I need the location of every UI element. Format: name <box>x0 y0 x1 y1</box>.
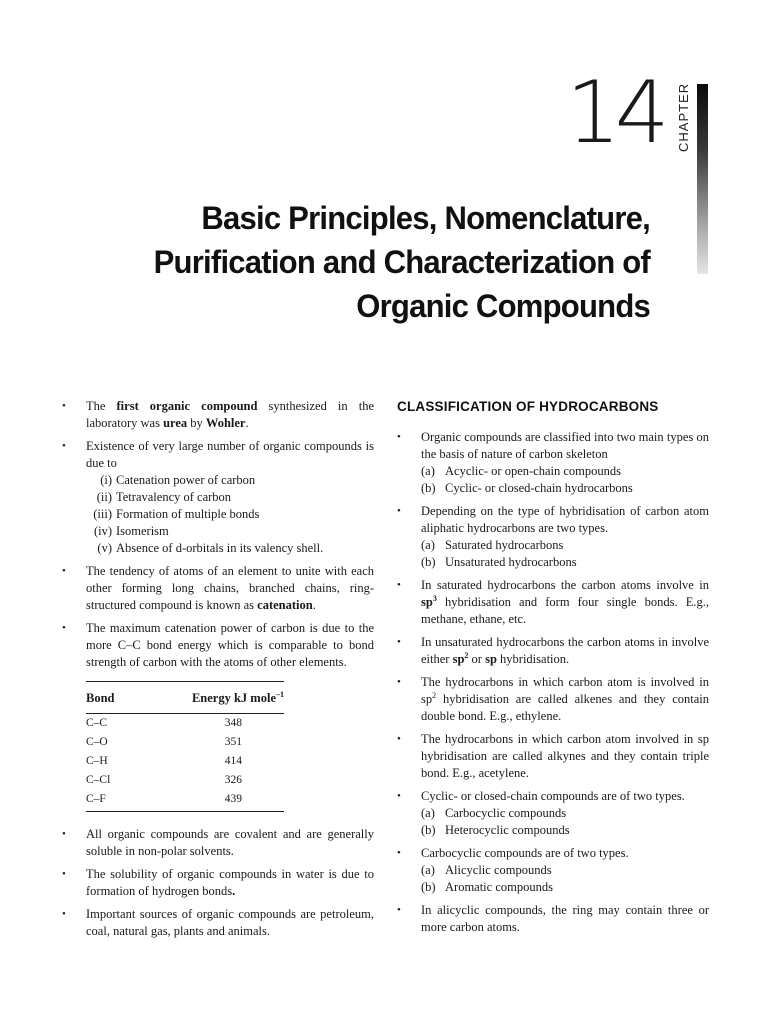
bold-text: catenation <box>257 598 313 612</box>
energy-cell: 351 <box>224 736 242 748</box>
text: . <box>312 598 316 612</box>
sublist-item <box>86 540 374 557</box>
bullet-carbocyclic-types <box>395 845 709 896</box>
column-header-bond: Bond <box>86 682 133 714</box>
energy-cell: 326 <box>224 774 242 786</box>
text: Important sources of organic compounds are petroleum, coal, natural gas, plants and animals. <box>86 907 374 938</box>
table-row <box>86 733 284 752</box>
sublist-item <box>421 805 709 822</box>
chapter-title <box>107 196 650 328</box>
bond-energy-table <box>86 681 284 812</box>
table-row <box>86 771 284 790</box>
classification-sublist <box>421 463 709 497</box>
text: hybridisation. <box>496 652 570 666</box>
superscript: –1 <box>276 689 284 699</box>
carbocyclic-sublist <box>421 862 709 896</box>
text: Cyclic- or closed-chain compounds are of two types. <box>421 789 685 803</box>
item-letter: (b) <box>421 555 436 569</box>
text: hybridisation and form four single bonds. E.g., methane, ethane, etc. <box>421 595 709 626</box>
text: The hydrocarbons in which carbon atom involved in sp hybridisation are called alkynes and they contain triple bond. E.g., acetylene. <box>421 732 709 780</box>
item-text: Alicyclic compounds <box>445 863 552 877</box>
left-bullet-list-2 <box>60 826 374 940</box>
text: All organic compounds are covalent and are generally soluble in non-polar solvents. <box>86 827 374 858</box>
energy-cell: 439 <box>133 790 284 812</box>
text: . <box>245 416 249 430</box>
bullet-alicyclic <box>395 902 709 936</box>
bullet-existence-reasons <box>60 438 374 557</box>
item-letter: (b) <box>421 481 436 495</box>
bullet-classification <box>395 429 709 497</box>
item-text: Cyclic- or closed-chain hydrocarbons <box>445 481 633 495</box>
chapter-number: 14 <box>566 63 664 163</box>
text: Carbocyclic compounds are of two types. <box>421 846 629 860</box>
bullet-sources <box>60 906 374 940</box>
bond-cell: C–H <box>86 755 108 767</box>
text: The tendency of atoms of an element to unite with each other forming long chains, branched chains, ring-structured compound is known as <box>86 564 374 612</box>
bullet-catenation <box>60 563 374 614</box>
sublist-item <box>421 537 709 554</box>
header-text: Energy kJ mole <box>191 691 276 705</box>
section-heading: CLASSIFICATION OF HYDROCARBONS <box>397 399 659 414</box>
right-column <box>395 398 709 942</box>
text: The hydrocarbons in which carbon atom is involved in sp <box>421 675 709 706</box>
superscript: 2 <box>432 690 437 700</box>
bullet-first-organic-compound <box>60 398 374 432</box>
table-row <box>86 790 284 812</box>
bold-text: Wohler <box>205 416 246 430</box>
column-header-energy <box>133 682 284 714</box>
bold-text: . <box>232 884 236 898</box>
sublist-item <box>86 472 374 489</box>
bold-text: sp <box>452 652 465 666</box>
item-text: Saturated hydrocarbons <box>445 538 564 552</box>
text: The <box>86 399 117 413</box>
item-number: (iii) <box>93 507 112 521</box>
table-row <box>86 714 284 734</box>
item-letter: (a) <box>421 863 435 877</box>
text: In saturated hydrocarbons the carbon atoms involve in <box>421 578 709 592</box>
bullet-alkenes <box>395 674 709 725</box>
chapter-label: CHAPTER <box>676 82 691 152</box>
left-bullet-list <box>60 398 374 671</box>
item-text: Aromatic compounds <box>445 880 553 894</box>
energy-cell: 414 <box>224 755 242 767</box>
item-text: Formation of multiple bonds <box>116 507 260 521</box>
bold-text: first organic compound <box>116 399 258 413</box>
item-text: Tetravalency of carbon <box>116 490 232 504</box>
bullet-catenation-power <box>60 620 374 671</box>
item-number: (ii) <box>96 490 112 504</box>
bond-cell: C–O <box>86 736 108 748</box>
item-letter: (a) <box>421 806 435 820</box>
item-letter: (a) <box>421 464 435 478</box>
item-text: Absence of d-orbitals in its valency shell. <box>116 541 324 555</box>
item-letter: (a) <box>421 538 435 552</box>
superscript: 2 <box>464 650 469 660</box>
sublist-item <box>421 822 709 839</box>
sublist-item <box>421 879 709 896</box>
table-header-row <box>86 682 284 714</box>
sublist-item <box>86 523 374 540</box>
hybridisation-sublist <box>421 537 709 571</box>
text: Organic compounds are classified into two main types on the basis of nature of carbon skeleton <box>421 430 709 461</box>
bold-text: urea <box>163 416 188 430</box>
reasons-sublist <box>86 472 374 557</box>
title-line-3: Organic Compounds <box>356 288 650 324</box>
bullet-solubility <box>60 866 374 900</box>
bullet-covalent <box>60 826 374 860</box>
text: hybridisation are called alkenes and they contain double bond. E.g., ethylene. <box>421 692 709 723</box>
item-text: Heterocyclic compounds <box>445 823 570 837</box>
item-text: Carbocyclic compounds <box>445 806 567 820</box>
item-text: Acyclic- or open-chain compounds <box>445 464 621 478</box>
text: Depending on the type of hybridisation of carbon atom aliphatic hydrocarbons are two types. <box>421 504 709 535</box>
text: synthesized in the laboratory was <box>86 399 374 430</box>
item-letter: (b) <box>421 823 436 837</box>
sublist-item <box>421 480 709 497</box>
bold-text: sp <box>421 595 433 609</box>
right-bullet-list <box>395 429 709 936</box>
sublist-item <box>86 489 374 506</box>
chapter-gradient-bar <box>697 84 708 274</box>
sublist-item <box>86 506 374 523</box>
bold-text: sp <box>485 652 497 666</box>
item-letter: (b) <box>421 880 436 894</box>
text: In alicyclic compounds, the ring may contain three or more carbon atoms. <box>421 903 709 934</box>
text: or <box>468 652 486 666</box>
cyclic-sublist <box>421 805 709 839</box>
item-text: Unsaturated hydrocarbons <box>445 555 577 569</box>
sublist-item <box>421 554 709 571</box>
title-line-2: Purification and Characterization of <box>153 244 650 280</box>
text: The solubility of organic compounds in water is due to formation of hydrogen bonds <box>86 867 374 898</box>
item-number: (i) <box>100 473 112 487</box>
title-line-1: Basic Principles, Nomenclature, <box>201 200 650 236</box>
item-number: (iv) <box>93 524 112 538</box>
bond-cell: C–Cl <box>86 774 111 786</box>
bullet-unsaturated-sp2-sp <box>395 634 709 668</box>
text: Existence of very large number of organic compounds is due to <box>86 439 374 470</box>
superscript: 3 <box>432 593 437 603</box>
sublist-item <box>421 463 709 480</box>
text: by <box>187 416 206 430</box>
bullet-cyclic-types <box>395 788 709 839</box>
energy-cell: 348 <box>224 717 242 729</box>
item-number: (v) <box>97 541 112 555</box>
item-text: Catenation power of carbon <box>116 473 256 487</box>
bullet-alkynes <box>395 731 709 782</box>
item-text: Isomerism <box>116 524 169 538</box>
bond-cell: C–F <box>86 790 133 812</box>
text: In unsaturated hydrocarbons the carbon atoms in involve either <box>421 635 709 666</box>
table-row <box>86 752 284 771</box>
bullet-saturated-sp3 <box>395 577 709 628</box>
left-column <box>60 398 374 946</box>
bond-cell: C–C <box>86 717 108 729</box>
sublist-item <box>421 862 709 879</box>
text: The maximum catenation power of carbon is due to the more C–C bond energy which is comparable to bond strength of carbon with the atoms of other elements. <box>86 621 374 669</box>
bullet-hybridisation-types <box>395 503 709 571</box>
